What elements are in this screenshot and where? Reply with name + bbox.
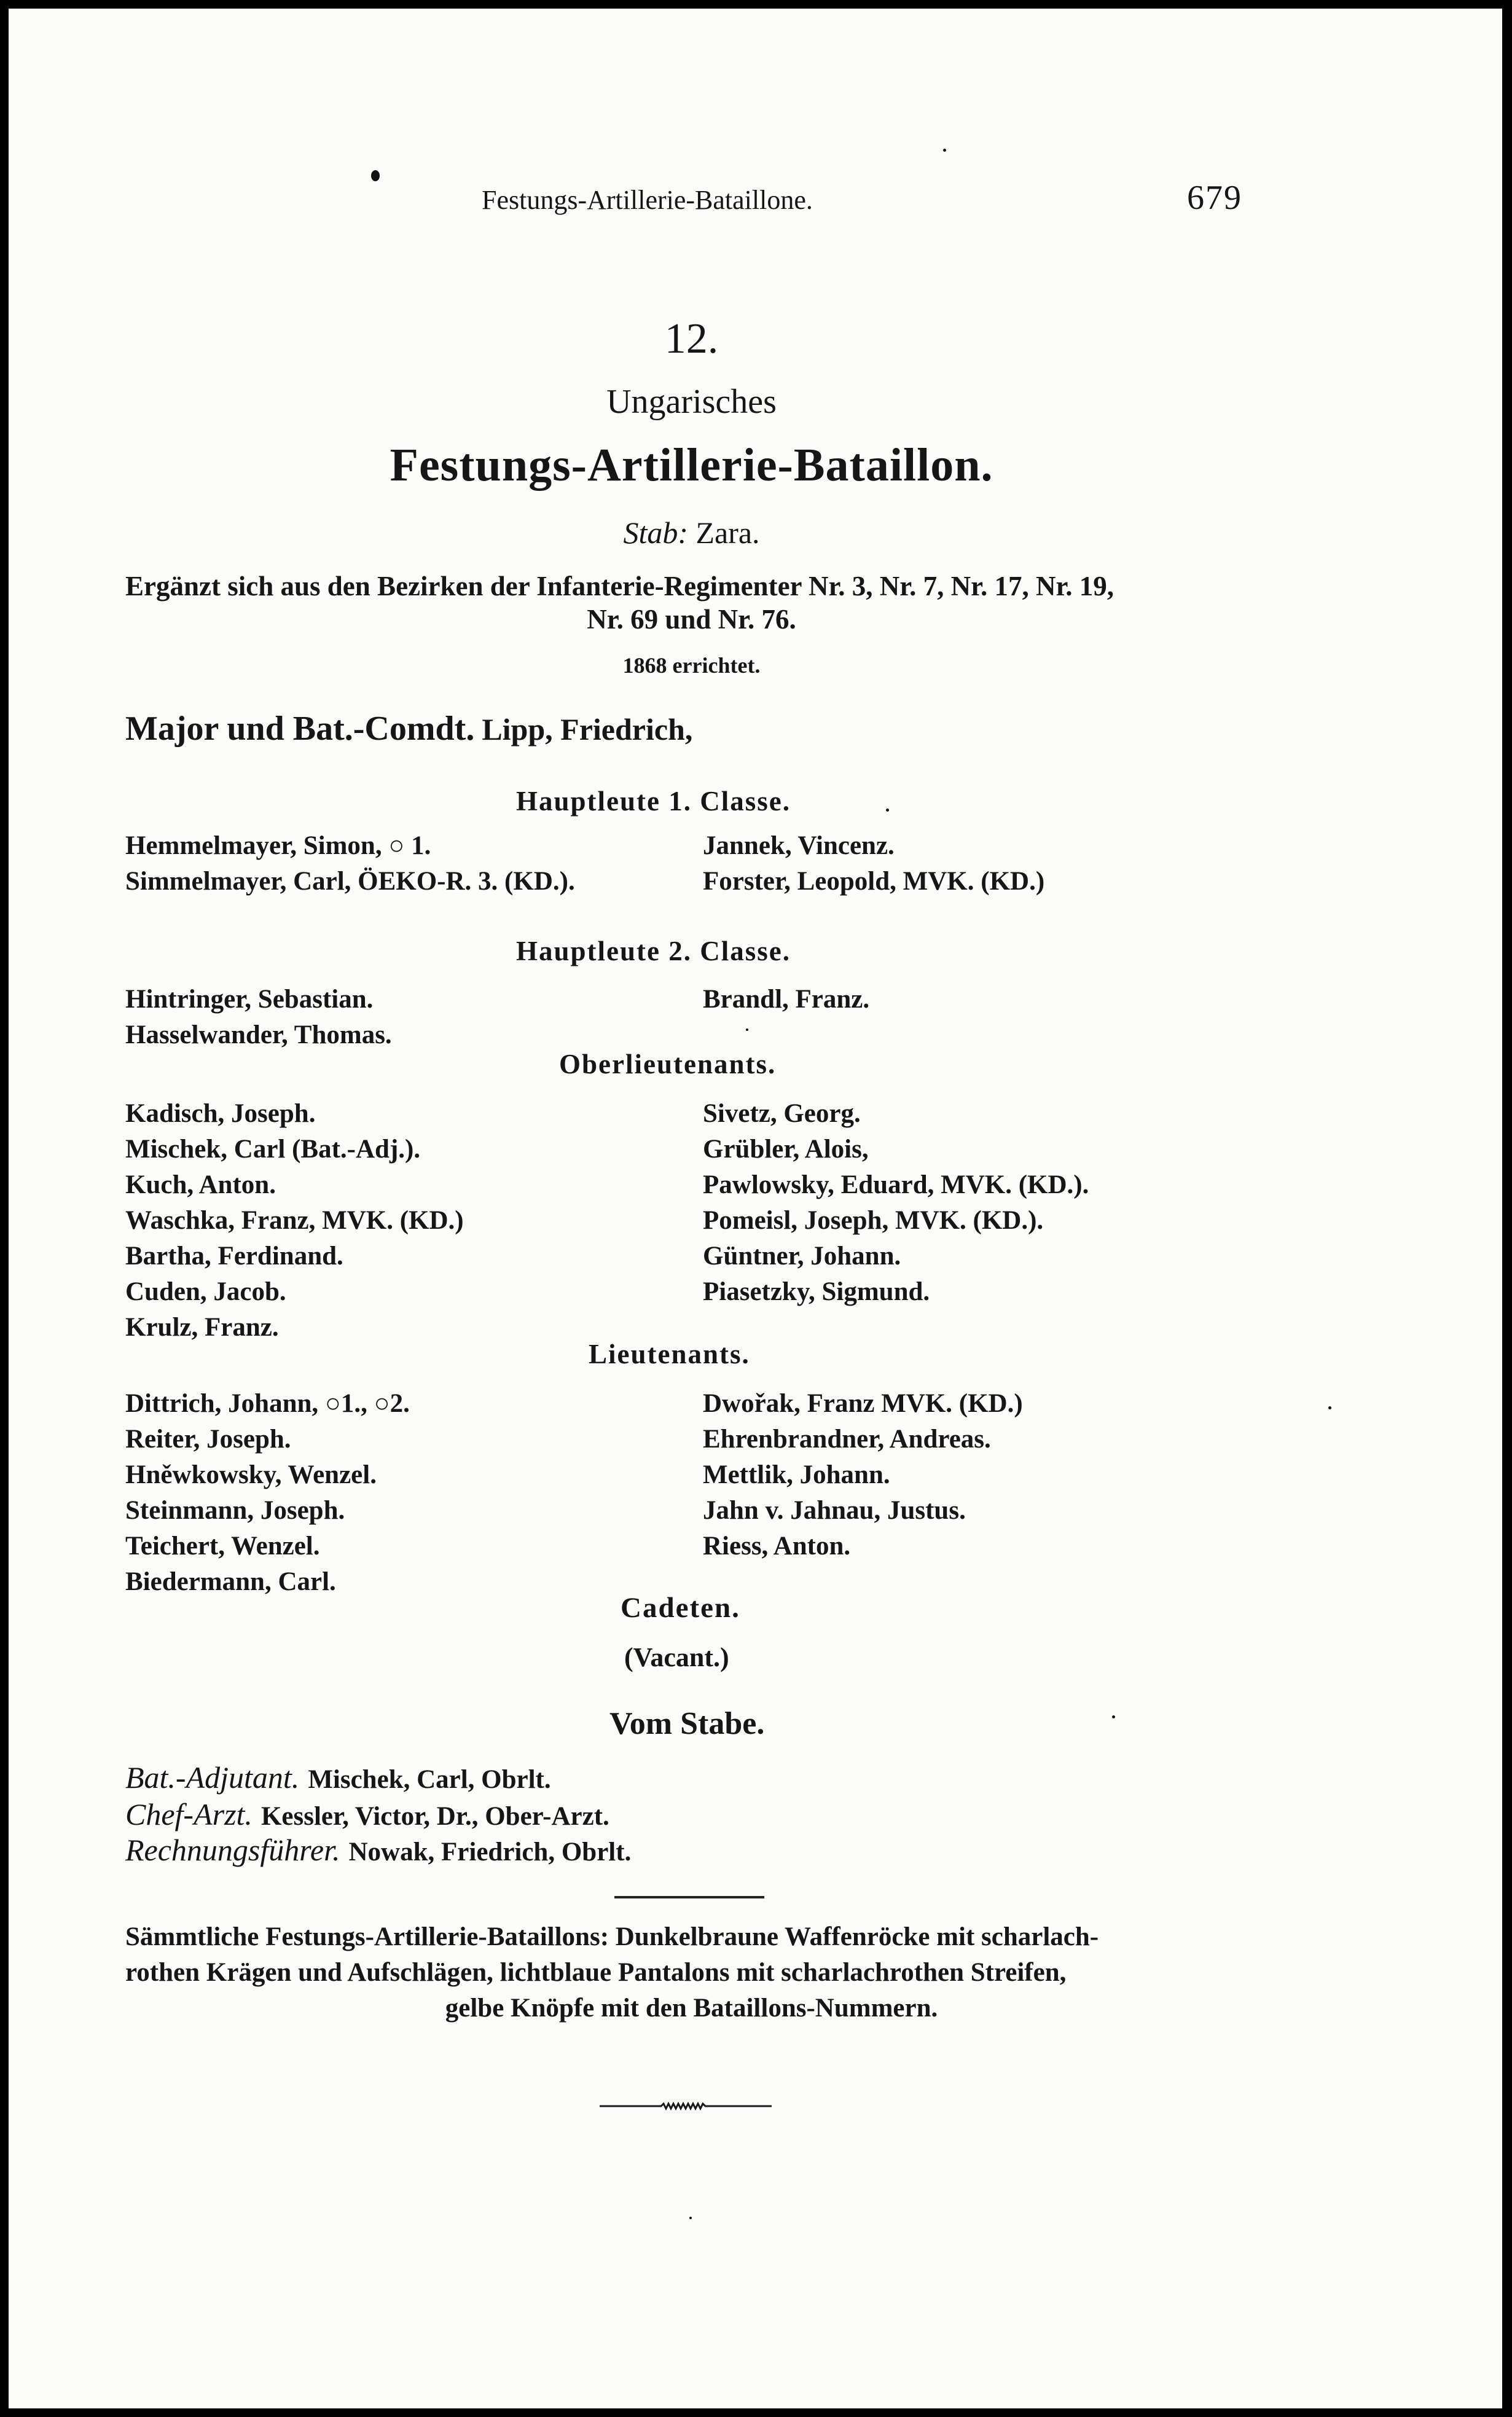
established-word: errichtet. [672,653,761,678]
uniform-note-line-1: Sämmtliche Festungs-Artillerie-Bataillons: Dunkelbraune Waffenröcke mit scharlach- [125,1922,1099,1951]
established-year: 1868 [622,653,667,678]
major-line [125,709,692,748]
speck [943,149,946,152]
list-item: Jannek, Vincenz. [703,831,895,860]
page-number: 679 [1187,179,1242,217]
major-label: Major und Bat.-Comdt. [125,710,475,748]
list-item: Kuch, Anton. [125,1170,276,1199]
list-item: Jahn v. Jahnau, Justus. [703,1496,966,1525]
running-title: Festungs-Artillerie-Bataillone. [482,185,813,215]
stab-row [125,1760,551,1795]
divider [614,1896,764,1898]
list-item: Cuden, Jacob. [125,1277,286,1306]
list-item: Teichert, Wenzel. [125,1532,320,1561]
major-name: Lipp, Friedrich, [482,712,693,746]
stab-label: Stab: [623,515,688,550]
page [9,9,1502,2408]
list-item: Güntner, Johann. [703,1242,901,1271]
list-item: Dwořak, Franz MVK. (KD.) [703,1389,1023,1418]
list-item: Ehrenbrandner, Andreas. [703,1425,991,1454]
speck [886,809,889,812]
speck [1328,1406,1331,1409]
list-item: Hintringer, Sebastian. [125,985,374,1014]
list-item: Hněwkowsky, Wenzel. [125,1460,377,1489]
list-item: Pawlowsky, Eduard, MVK. (KD.). [703,1170,1089,1199]
heading-lieutenants: Lieutenants. [589,1339,750,1369]
speck [1112,1715,1115,1718]
section-subtitle: Ungarisches [606,383,777,421]
stab-row [125,1796,609,1832]
cadeten-vacant: (Vacant.) [624,1642,729,1672]
list-item: Sivetz, Georg. [703,1099,861,1128]
list-item: Forster, Leopold, MVK. (KD.) [703,867,1045,896]
list-item: Reiter, Joseph. [125,1425,291,1454]
list-item: Riess, Anton. [703,1532,851,1561]
list-item: Pomeisl, Joseph, MVK. (KD.). [703,1206,1044,1235]
stab-name: Mischek, Carl, Obrlt. [308,1765,551,1794]
list-item: Piasetzky, Sigmund. [703,1277,930,1306]
list-item: Biedermann, Carl. [125,1567,336,1596]
heading-cadeten: Cadeten. [621,1592,740,1624]
list-item: Hemmelmayer, Simon, ○ 1. [125,831,431,860]
stab-row [125,1832,631,1868]
list-item: Dittrich, Johann, ○1., ○2. [125,1389,410,1418]
stab-name: Kessler, Victor, Dr., Ober-Arzt. [260,1802,609,1831]
list-item: Mettlik, Johann. [703,1460,890,1489]
list-item: Grübler, Alois, [703,1135,869,1164]
list-item: Simmelmayer, Carl, ÖEKO-R. 3. (KD.). [125,867,575,896]
speck [746,1028,748,1031]
stab-role: Chef-Arzt. [125,1797,253,1831]
ornament-rule [600,2098,772,2112]
list-item: Waschka, Franz, MVK. (KD.) [125,1206,464,1235]
established-line [9,652,1374,678]
heading-hauptleute-2: Hauptleute 2. Classe. [516,936,791,966]
speck [371,170,380,181]
stab-role: Rechnungsführer. [125,1833,340,1867]
list-item: Mischek, Carl (Bat.-Adj.). [125,1135,421,1164]
list-item: Bartha, Ferdinand. [125,1242,343,1271]
section-number: 12. [664,315,719,362]
uniform-note-line-3: gelbe Knöpfe mit den Bataillons-Nummern. [445,1994,938,2023]
list-item: Hasselwander, Thomas. [125,1020,392,1049]
list-item: Brandl, Franz. [703,985,870,1014]
section-title: Festungs-Artillerie-Bataillon. [390,439,993,491]
list-item: Steinmann, Joseph. [125,1496,345,1525]
stab-role: Bat.-Adjutant. [125,1760,300,1795]
erganzt-line-1: Ergänzt sich aus den Bezirken der Infanterie-Regimenter Nr. 3, Nr. 7, Nr. 17, Nr. 19, [125,571,1114,601]
list-item: Krulz, Franz. [125,1313,279,1342]
heading-oberlieutenants: Oberlieutenants. [559,1049,777,1079]
heading-vom-stabe: Vom Stabe. [609,1706,765,1741]
stab-name: Nowak, Friedrich, Obrlt. [348,1838,632,1867]
erganzt-line-2: Nr. 69 und Nr. 76. [587,604,796,635]
heading-hauptleute-1: Hauptleute 1. Classe. [516,786,791,817]
uniform-note-line-2: rothen Krägen und Aufschlägen, lichtblaue Pantalons mit scharlachrothen Streifen, [125,1958,1067,1987]
stab-value: Zara. [695,515,760,550]
stab-line [9,515,1374,550]
speck [689,2217,692,2219]
list-item: Kadisch, Joseph. [125,1099,316,1128]
